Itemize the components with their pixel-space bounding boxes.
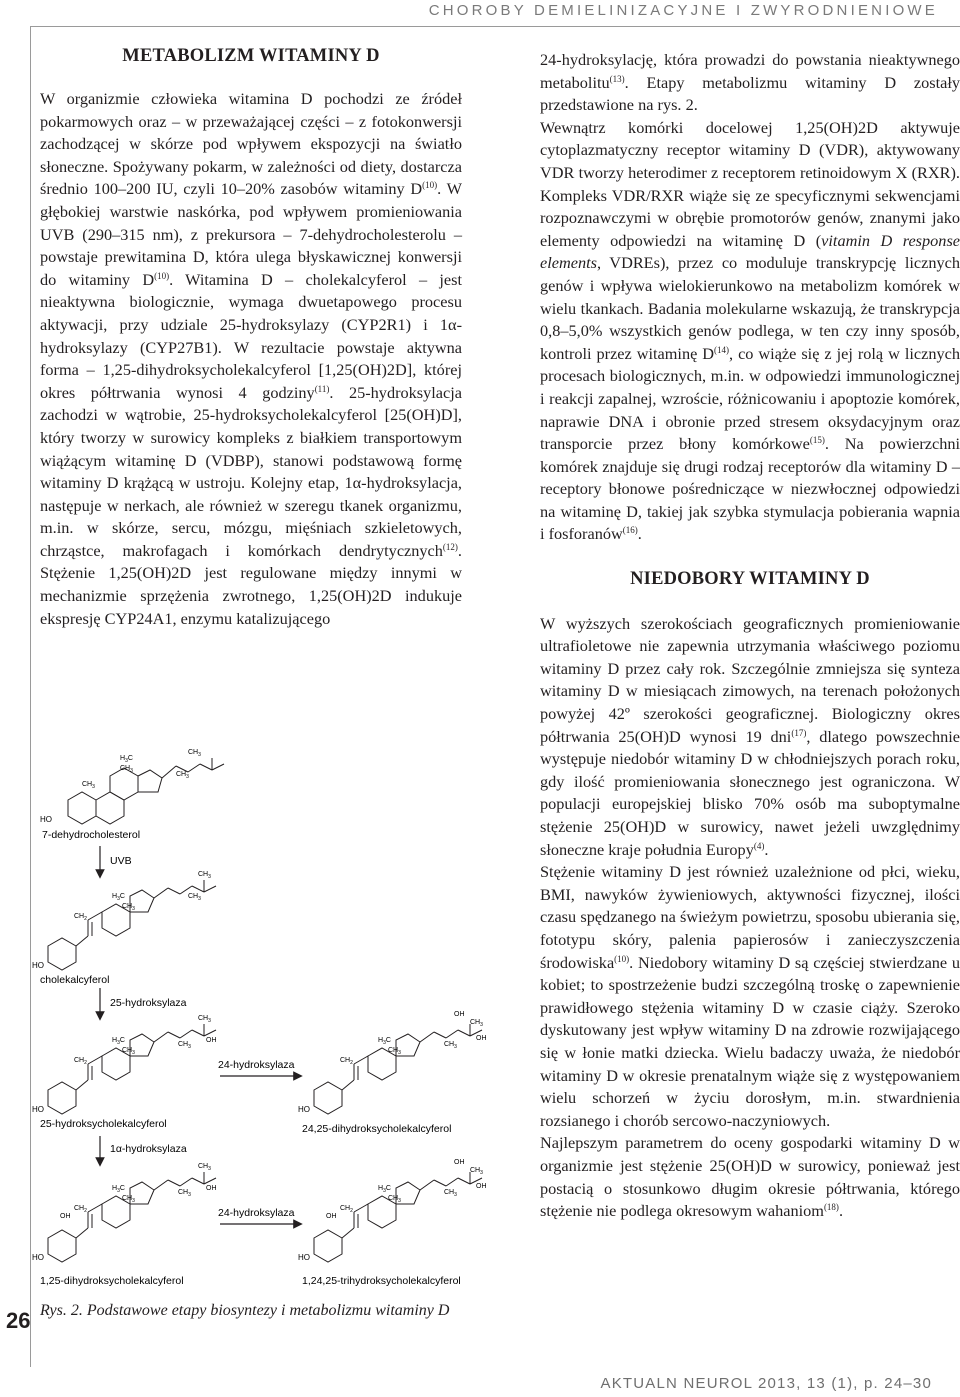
svg-text:H3C: $H_3C$	[112, 1037, 125, 1046]
step-label: 1α-hydroksylaza	[110, 1143, 187, 1155]
molecule-7-dehydrocholesterol	[40, 749, 224, 841]
citation: (17)	[791, 727, 807, 738]
figure-caption: Rys. 2. Podstawowe etapy biosyntezy i metabolizmu witaminy D	[40, 1302, 450, 1319]
svg-text:CH3: $CH_3$	[188, 749, 201, 758]
paragraph: W organizmie człowieka witamina D pochodzi ze źródeł pokarmowych oraz – w przeważającej części – z fotokonwersji zachodzącej w skórze pod wpływem ekspozycji na światło słoneczne. Spożywany pokarm, w zależności od diety, dostarcza średnio 100–200 IU, czyli 10–20% zasobów witaminy $D^{(10)}$. W głębokiej warstwie naskórka, pod wpływem promieniowania UVB (290–315 nm), z prekursora – 7-dehydrocholesterolu – powstaje prewitamina D, która ulega błyskawicznej konwersji do witaminy $D^{(10)}$. Witamina D – cholekalcyferol – jest nieaktywna biologicznie, wymaga dwuetapowego procesu aktywacji, przy udziale 25-hydroksylazy (CYP2R1) i 1α-hydroksylazy (CYP27B1). W rezultacie powstaje aktywna forma – 1,25-dihydroksycholekalcyferol [1,25(OH)2D], której okres półtrwania wynosi 4 godziny$^{(11)}$. 25-hydroksylacja zachodzi w wątrobie, 25-hydroksycholekalcyferol [25(OH)D], który tworzy w surowicy kompleks z białkiem transportowym wiążącym witaminę D (VDBP), stanowi podstawową formę witaminy D krążącą w ustroju. Kolejny etap, 1α-hydroksylacja, następuje w nerkach, ale również w szeregu tkanek organizmu, m.in. w skórze, sercu, mózgu, mięśniach szkieletowych, chrząstce, makrofagach i komórkach dendrytycznych$^{(12)}$. Stężenie 1,25(OH)2D jest regulowane między innymi w mechanizmie sprzężenia zwrotnego, 1,25(OH)2D indukuje ekspresję CYP24A1, enzymu katalizującego	[40, 89, 463, 628]
figure-metabolism-pathway	[32, 738, 498, 1298]
page-number: 26	[6, 1308, 31, 1333]
svg-text:CH3: $CH_3$	[122, 903, 135, 912]
svg-text:H3C: $H_3C$	[120, 755, 133, 764]
margin-rule	[30, 26, 31, 1367]
section-heading-deficiency: NIEDOBORY WITAMINY D	[630, 569, 870, 590]
compound-label: 25-hydroksycholekalcyferol	[40, 1118, 167, 1130]
molecule-cholecalciferol	[32, 871, 216, 986]
journal-section-header: CHOROBY DEMIELINIZACYJNE I ZWYRODNIENIOWE	[428, 2, 938, 19]
svg-text:H3C: $H_3C$	[112, 893, 125, 902]
svg-text:CH3: $CH_3$	[176, 771, 189, 780]
svg-text:CH3: $CH_3$	[178, 1041, 191, 1050]
compound-label: 1,24,25-trihydroksycholekalcyferol	[302, 1275, 461, 1287]
svg-text:CH3: $CH_3$	[444, 1189, 457, 1198]
paragraph: Stężenie witaminy D jest również uzależnione od płci, wieku, BMI, nawyków żywieniowych, aktywności fizycznej, ilości czasu spędzanego na świeżym powietrzu, sposobu ubierania się, fototypu skóry, palenia papierosów i zanieczyszczenia środowiska$^{(10)}$. Niedobory witaminy D są częściej stwierdzane u kobiet; to spostrzeżenie budzi szczególną troskę o zapewnienie prawidłowego stężenia witaminy D w czasie ciąży. Szeroko dyskutowany jest wpływ witaminy D na zdrowie rozwijającego się w łonie matki dziecka. Wielu badaczy uważa, że niedobór witaminy D w okresie prenatalnym wiąże się z występowaniem wielu schorzeń w życiu dorosłym, m.in. stwardnienia rozsianego i chorób sercowo-naczyniowych.	[540, 862, 960, 1130]
svg-text:HO: HO	[32, 1105, 44, 1114]
svg-text:CH3: $CH_3$	[470, 1019, 483, 1028]
svg-text:CH3: $CH_3$	[198, 1163, 211, 1172]
step-label: 24-hydroksylaza	[218, 1207, 295, 1219]
paragraph: Najlepszym parametrem do oceny gospodarki witaminy D w organizmie jest stężenie 25(OH)D w surowicy, ponieważ jest postacią o stosunkowo długim okresie półtrwania, którego stężenie nie podlega okresowym wahaniom$^{(18)}$.	[540, 1133, 960, 1221]
svg-text:OH: OH	[476, 1183, 487, 1190]
svg-text:CH2: $CH_2$	[340, 1057, 353, 1066]
svg-text:CH2: $CH_2$	[74, 1057, 87, 1066]
section-heading-metabolism: METABOLIZM WITAMINY D	[122, 46, 380, 66]
column-right	[540, 49, 960, 1223]
citation: (13)	[609, 73, 625, 84]
compound-label: cholekalcyferol	[40, 974, 110, 986]
svg-text:H3C: $H_3C$	[378, 1037, 391, 1046]
svg-text:CH3: $CH_3$	[120, 765, 133, 774]
svg-text:OH: OH	[60, 1213, 71, 1220]
svg-text:CH3: $CH_3$	[388, 1047, 401, 1056]
molecule-25-hydroxycholecalciferol	[32, 1015, 217, 1130]
paragraph: W wyższych szerokościach geograficznych promieniowanie ultrafioletowe nie zapewnia utrzymania właściwego poziomu witaminy D przez cały rok. Szczególnie zmniejsza się synteza witaminy D w miesiącach zimowych, na terenach położonych powyżej 42º szerokości geograficznej. Biologiczny okres półtrwania 25(OH)D wynosi 19 dni$^{(17)}$, dlatego powszechnie występuje niedobór witaminy D w chłodniejszych porach roku, gdy ilość promieniowania słonecznego jest ograniczona. W populacji europejskiej blisko 70% osób ma suboptymalne stężenie 25(OH)D w surowicy, nawet jeżeli uwzględnimy słoneczne kraje południa Europy$^{(4)}$.	[540, 613, 960, 859]
citation: (15)	[809, 435, 825, 446]
svg-text:CH3: $CH_3$	[122, 1195, 135, 1204]
citation: (10)	[614, 953, 630, 964]
svg-text:CH3: $CH_3$	[198, 871, 211, 880]
svg-text:CH3: $CH_3$	[178, 1189, 191, 1198]
citation: (14)	[714, 344, 730, 355]
svg-text:CH2: $CH_2$	[74, 1205, 87, 1214]
compound-label: 24,25-dihydroksycholekalcyferol	[302, 1123, 452, 1135]
svg-text:CH3: $CH_3$	[198, 1015, 211, 1024]
svg-text:OH: OH	[326, 1213, 337, 1220]
citation: (4)	[753, 840, 765, 851]
svg-text:HO: HO	[40, 815, 52, 824]
svg-text:OH: OH	[454, 1159, 465, 1166]
compound-label: 7-dehydrocholesterol	[42, 829, 141, 841]
svg-text:OH: OH	[206, 1037, 217, 1044]
citation: (10)	[422, 180, 438, 191]
svg-text:HO: HO	[32, 961, 44, 970]
svg-text:HO: HO	[298, 1253, 310, 1262]
svg-text:OH: OH	[476, 1035, 487, 1042]
citation: (16)	[622, 525, 638, 536]
journal-citation: AKTUALN NEUROL 2013, 13 (1), p. 24–30	[600, 1375, 932, 1392]
citation: (11)	[314, 383, 330, 394]
step-label: 24-hydroksylaza	[218, 1059, 295, 1071]
citation: (12)	[442, 541, 458, 552]
svg-text:HO: HO	[32, 1253, 44, 1262]
molecule-1-25-dihydroxycholecalciferol	[32, 1163, 217, 1287]
svg-text:CH3: $CH_3$	[444, 1041, 457, 1050]
svg-text:CH3: $CH_3$	[388, 1195, 401, 1204]
paragraph: 24-hydroksylację, która prowadzi do powstania nieaktywnego metabolitu$^{(13)}$. Etapy metabolizmu witaminy D zostały przedstawione na rys. 2.	[540, 50, 960, 115]
citation: (18)	[823, 1202, 839, 1213]
svg-text:CH2: $CH_2$	[74, 913, 87, 922]
svg-text:CH3: $CH_3$	[188, 893, 201, 902]
citation: (10)	[154, 270, 170, 281]
svg-text:CH2: $CH_2$	[340, 1205, 353, 1214]
svg-text:CH3: $CH_3$	[122, 1047, 135, 1056]
svg-text:H3C: $H_3C$	[112, 1185, 125, 1194]
svg-text:CH3: $CH_3$	[470, 1167, 483, 1176]
svg-text:OH: OH	[206, 1185, 217, 1192]
step-label: UVB	[110, 855, 132, 867]
compound-label: 1,25-dihydroksycholekalcyferol	[40, 1275, 184, 1287]
step-label: 25-hydroksylaza	[110, 997, 187, 1009]
svg-text:H3C: $H_3C$	[378, 1185, 391, 1194]
molecule-1-24-25-trihydroxycholecalciferol	[298, 1159, 487, 1287]
paragraph: Wewnątrz komórki docelowej 1,25(OH)2D aktywuje cytoplazmatyczny receptor witaminy D (VDR), aktywowany VDR tworzy heterodimer z receptorem retinoidowym X (RXR). Kompleks VDR/RXR wiąże się ze specyficznymi sekwencjami rozpoznawczymi w obrębie promotorów genów, znanymi jako elementy odpowiedzi na witaminę D (vitamin D response elements, VDREs), przez co moduluje transkrypcję licznych genów i wpływa wielokierunkowo na metabolizm komórek w wielu tkankach. Badania molekularne wskazują, że transkrypcja 0,8–5,0% wszystkich genów podlega, w ten czy inny sposób, kontroli przez witaminę $D^{(14)}$, co wiąże się z jej rolą w licznych procesach biologicznych, m.in. w odpowiedzi immunologicznej i reakcji zapalnej, wzroście, różnicowaniu i apoptozie komórek, naprawie DNA i obronie przed stresem oksydacyjnym oraz transporcie przez błony komórkowe$^{(15)}$. Na powierzchni komórek znajduje się drugi rodzaj receptorów dla witaminy D – receptory błonowe pośredniczące w niezwłocznej odpowiedzi na witaminę D, takiej jak szybka stymulacja pobierania wapnia i fosforanów$^{(16)}$.	[540, 117, 960, 544]
header-rule	[30, 26, 960, 27]
molecule-24-25-dihydroxycholecalciferol	[298, 1011, 487, 1135]
column-left	[40, 88, 462, 630]
svg-text:HO: HO	[298, 1105, 310, 1114]
svg-text:OH: OH	[454, 1011, 465, 1018]
svg-text:CH3: $CH_3$	[82, 781, 95, 790]
